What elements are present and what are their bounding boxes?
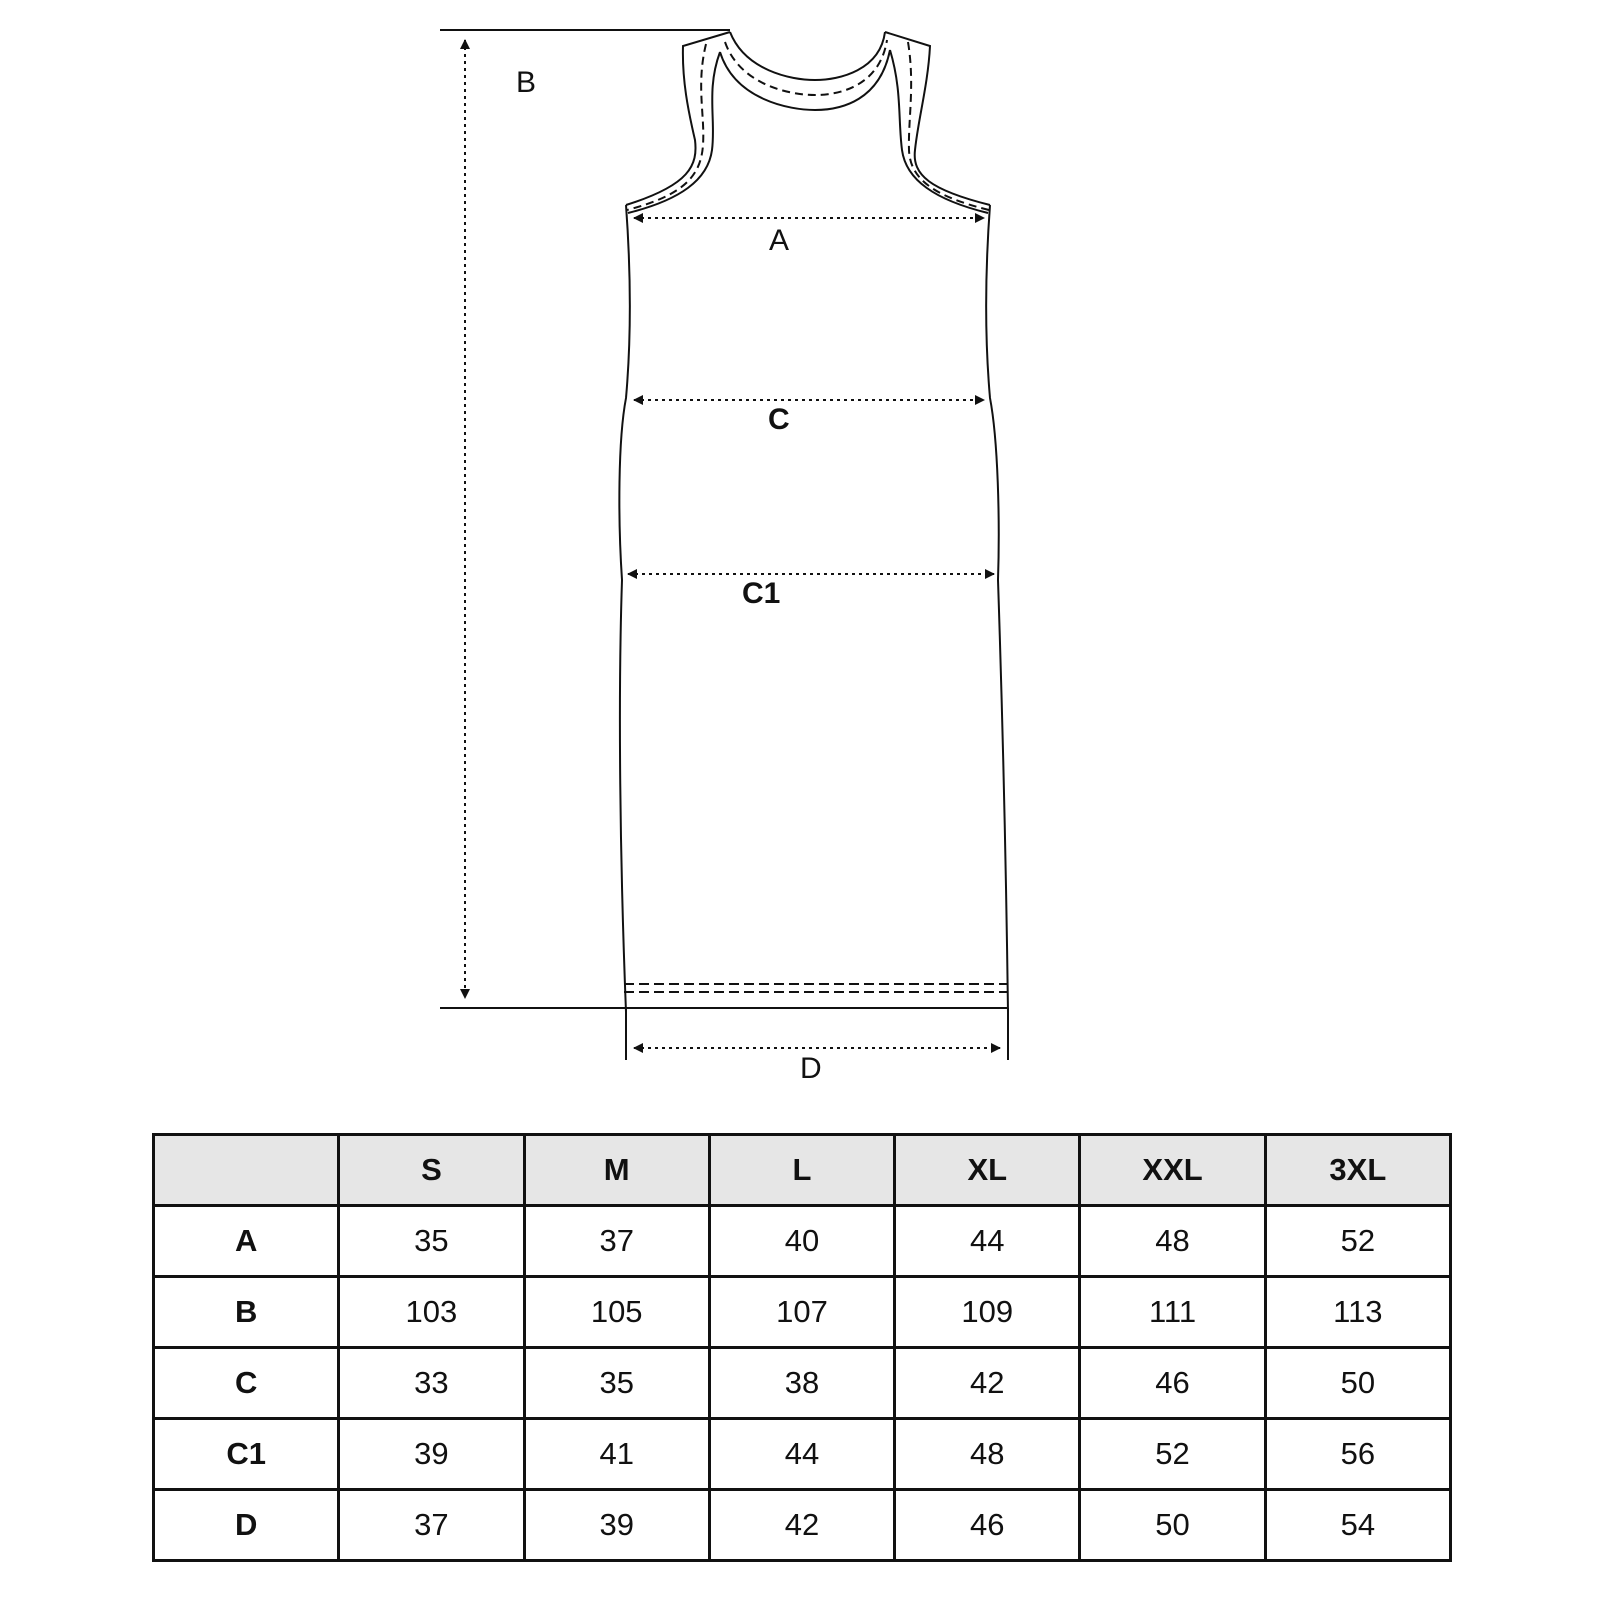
header-size-xl: XL (895, 1135, 1080, 1206)
table-cell: 54 (1265, 1490, 1450, 1561)
table-cell: 42 (895, 1348, 1080, 1419)
right-strap (885, 32, 990, 205)
table-cell: 37 (339, 1490, 524, 1561)
table-cell: 33 (339, 1348, 524, 1419)
header-size-3xl: 3XL (1265, 1135, 1450, 1206)
table-cell: 113 (1265, 1277, 1450, 1348)
row-label-c1: C1 (154, 1419, 339, 1490)
dress-outline (619, 32, 1008, 1012)
table-cell: 109 (895, 1277, 1080, 1348)
neckline-outer (730, 32, 885, 80)
table-cell: 44 (895, 1206, 1080, 1277)
left-side-seam (619, 205, 629, 1012)
table-cell: 111 (1080, 1277, 1265, 1348)
table-cell: 52 (1080, 1419, 1265, 1490)
header-size-s: S (339, 1135, 524, 1206)
table-cell: 40 (709, 1206, 894, 1277)
right-side-seam (986, 205, 1008, 1012)
header-size-xxl: XXL (1080, 1135, 1265, 1206)
table-cell: 56 (1265, 1419, 1450, 1490)
table-cell: 48 (1080, 1206, 1265, 1277)
table-cell: 42 (709, 1490, 894, 1561)
row-label-a: A (154, 1206, 339, 1277)
left-armhole-inner (628, 52, 720, 213)
table-cell: 38 (709, 1348, 894, 1419)
table-cell: 35 (524, 1348, 709, 1419)
label-d: D (800, 1052, 822, 1085)
table-cell: 105 (524, 1277, 709, 1348)
table-cell: 46 (1080, 1348, 1265, 1419)
row-label-c: C (154, 1348, 339, 1419)
label-c: C (768, 403, 790, 436)
table-body (154, 1206, 1451, 1561)
left-armhole-stitch (627, 44, 706, 210)
header-size-m: M (524, 1135, 709, 1206)
left-strap (626, 32, 730, 205)
table-row (154, 1490, 1451, 1561)
label-c1: C1 (742, 577, 781, 610)
table-cell: 48 (895, 1419, 1080, 1490)
table-cell: 39 (524, 1490, 709, 1561)
table-cell: 50 (1265, 1348, 1450, 1419)
row-label-d: D (154, 1490, 339, 1561)
table-cell: 41 (524, 1419, 709, 1490)
table-row (154, 1419, 1451, 1490)
dimension-b (440, 30, 730, 1008)
table-cell: 39 (339, 1419, 524, 1490)
table-cell: 46 (895, 1490, 1080, 1561)
table-row (154, 1277, 1451, 1348)
table-cell: 37 (524, 1206, 709, 1277)
table-cell: 35 (339, 1206, 524, 1277)
label-a: A (769, 224, 790, 257)
table-cell: 44 (709, 1419, 894, 1490)
table-cell: 107 (709, 1277, 894, 1348)
table-cell: 52 (1265, 1206, 1450, 1277)
row-label-b: B (154, 1277, 339, 1348)
table-row (154, 1348, 1451, 1419)
right-armhole-stitch (908, 42, 989, 210)
table-row (154, 1206, 1451, 1277)
label-b: B (516, 66, 537, 99)
header-size-l: L (709, 1135, 894, 1206)
table-header-row (154, 1135, 1451, 1206)
size-chart-table (152, 1133, 1452, 1562)
header-corner-cell (154, 1135, 339, 1206)
table-cell: 50 (1080, 1490, 1265, 1561)
table-cell: 103 (339, 1277, 524, 1348)
